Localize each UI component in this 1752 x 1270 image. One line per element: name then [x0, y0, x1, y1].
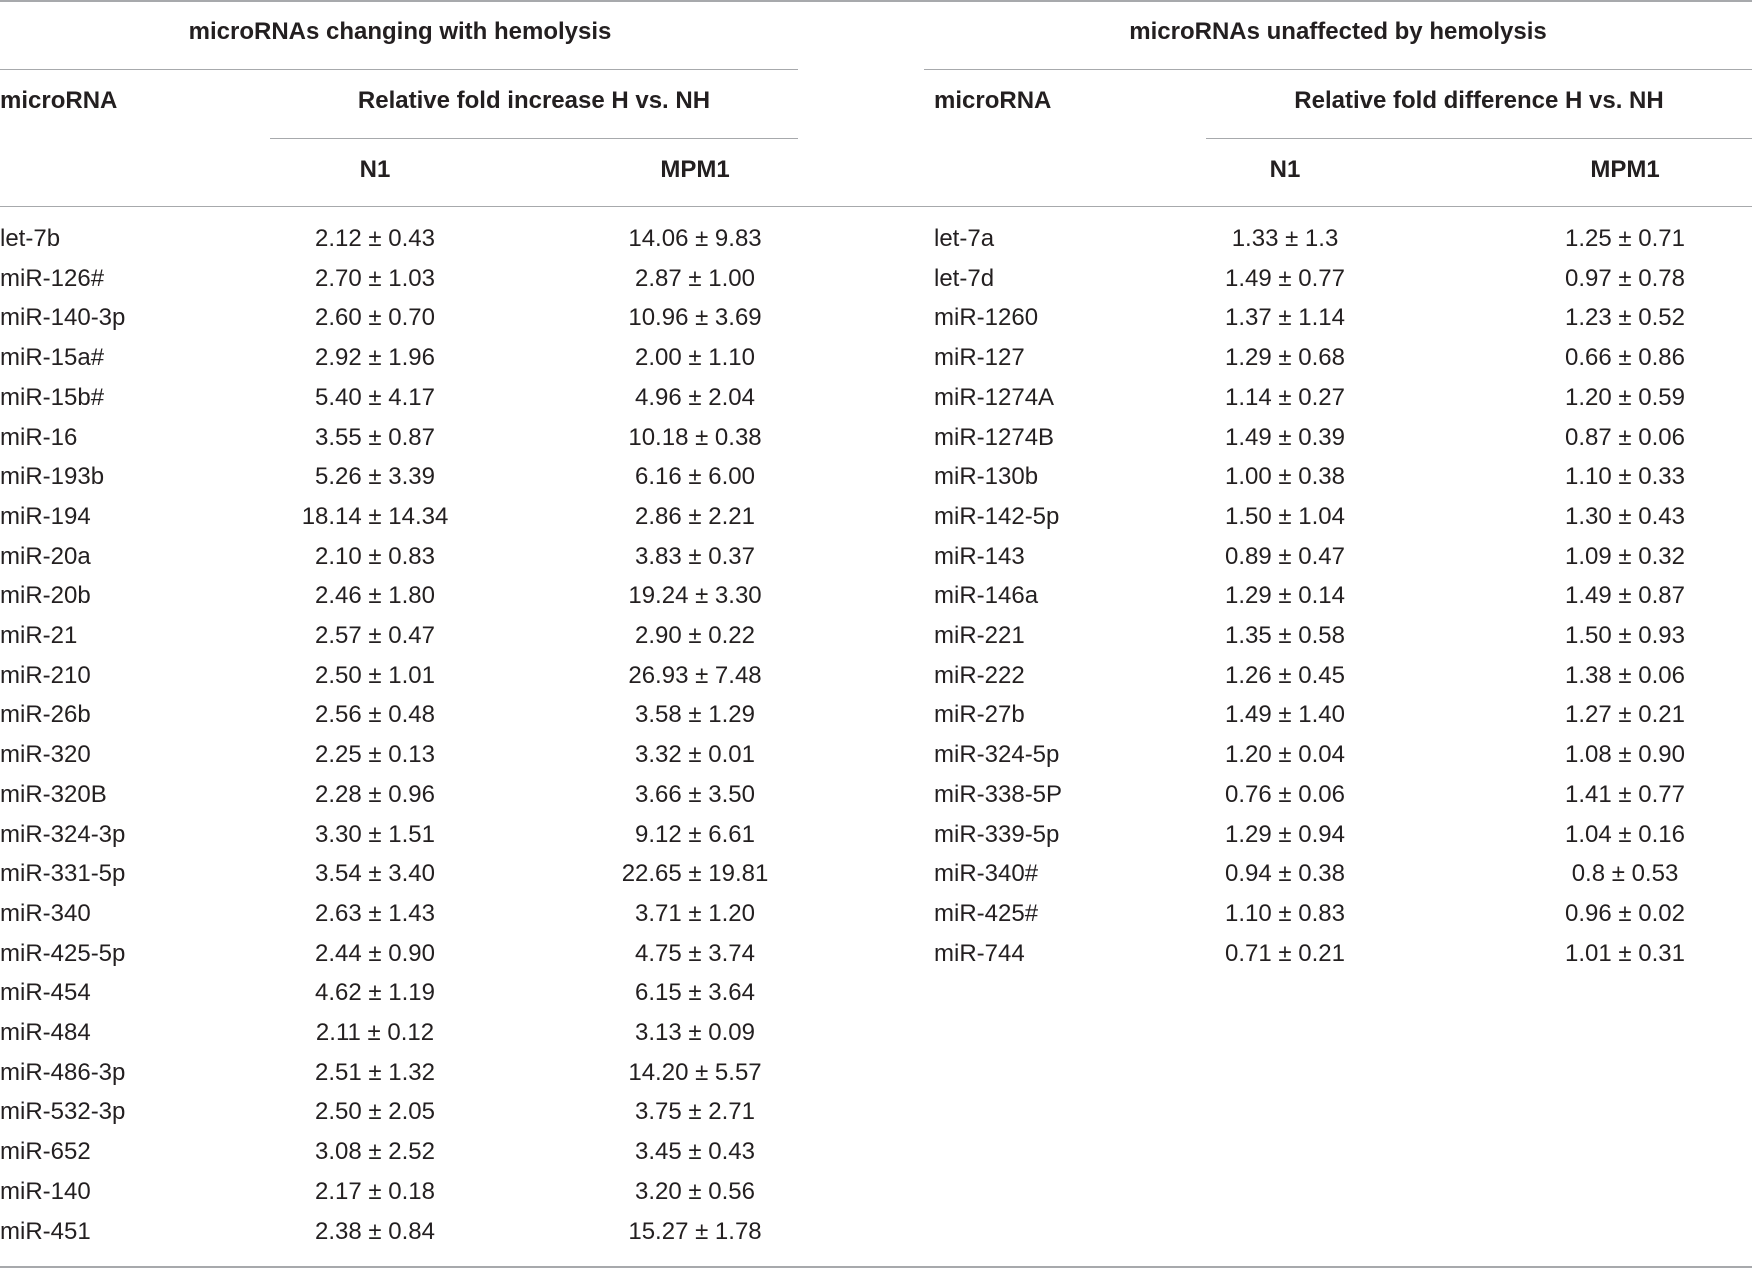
right-n1-cell: 1.49 ± 0.77: [1225, 264, 1345, 292]
right-n1-cell: 1.29 ± 0.94: [1225, 820, 1345, 848]
right-microrna-cell: miR-127: [934, 344, 1025, 372]
left-n1-cell: 3.08 ± 2.52: [315, 1138, 435, 1166]
table-row: [0, 1092, 1752, 1132]
left-microrna-cell: miR-320: [0, 741, 91, 769]
right-microrna-cell: miR-221: [934, 622, 1025, 649]
left-n1-cell: 2.25 ± 0.13: [315, 741, 435, 769]
right-microrna-cell: miR-425#: [934, 899, 1039, 927]
right-mpm1-cell: 1.27 ± 0.21: [1565, 701, 1685, 729]
left-group-rule: [270, 138, 798, 139]
left-title-rule: [0, 69, 798, 70]
right-n1-cell: 1.29 ± 0.68: [1225, 344, 1345, 372]
right-mpm1-cell: 0.8 ± 0.53: [1571, 860, 1679, 888]
left-col-n1-header: N1: [359, 156, 391, 183]
table-row: [0, 537, 1752, 577]
right-microrna-cell: miR-1274A: [934, 383, 1055, 411]
left-microrna-cell: miR-486-3p: [0, 1058, 126, 1086]
left-mpm1-cell: 10.96 ± 3.69: [628, 304, 762, 332]
left-mpm1-cell: 3.20 ± 0.56: [635, 1177, 755, 1205]
left-n1-cell: 5.40 ± 4.17: [315, 383, 435, 411]
right-n1-cell: 1.50 ± 1.04: [1225, 502, 1345, 530]
left-microrna-cell: miR-454: [0, 979, 91, 1007]
left-n1-cell: 2.60 ± 0.70: [315, 304, 435, 332]
left-n1-cell: 2.28 ± 0.96: [315, 780, 435, 808]
right-n1-cell: 1.00 ± 0.38: [1225, 463, 1345, 491]
right-n1-cell: 1.33 ± 1.3: [1231, 225, 1339, 252]
table-row: [0, 219, 1752, 259]
right-n1-cell: 1.20 ± 0.04: [1225, 741, 1345, 769]
left-mpm1-cell: 14.06 ± 9.83: [628, 225, 762, 252]
left-n1-cell: 3.54 ± 3.40: [315, 860, 435, 888]
left-mpm1-cell: 3.83 ± 0.37: [635, 542, 755, 570]
right-mpm1-cell: 1.41 ± 0.77: [1565, 780, 1685, 808]
left-mpm1-cell: 6.15 ± 3.64: [635, 979, 755, 1007]
left-section-title: microRNAs changing with hemolysis: [188, 18, 612, 45]
left-microrna-cell: miR-16: [0, 423, 78, 451]
left-microrna-cell: miR-193b: [0, 463, 105, 491]
right-microrna-cell: miR-142-5p: [934, 502, 1060, 530]
left-microrna-cell: miR-15b#: [0, 383, 105, 411]
left-microrna-cell: miR-425-5p: [0, 939, 126, 967]
left-microrna-cell: miR-126#: [0, 264, 105, 292]
left-microrna-cell: miR-210: [0, 661, 91, 689]
right-n1-cell: 1.26 ± 0.45: [1225, 661, 1345, 689]
left-microrna-cell: miR-532-3p: [0, 1098, 126, 1126]
table-row: [0, 378, 1752, 418]
right-microrna-cell: let-7a: [934, 225, 995, 252]
left-n1-cell: 2.12 ± 0.43: [315, 225, 435, 252]
table-row: [0, 616, 1752, 656]
left-microrna-cell: miR-26b: [0, 701, 91, 729]
table-top-rule: [0, 0, 1752, 2]
right-microrna-cell: miR-339-5p: [934, 820, 1060, 848]
left-mpm1-cell: 14.20 ± 5.57: [628, 1058, 762, 1086]
left-microrna-cell: miR-331-5p: [0, 860, 126, 888]
table-row: [0, 934, 1752, 974]
left-mpm1-cell: 3.66 ± 3.50: [635, 780, 755, 808]
table-row: [0, 1172, 1752, 1212]
right-n1-cell: 0.94 ± 0.38: [1225, 860, 1345, 888]
left-microrna-cell: miR-320B: [0, 780, 107, 808]
table-row: [0, 1132, 1752, 1172]
left-mpm1-cell: 3.75 ± 2.71: [635, 1098, 755, 1126]
right-n1-cell: 0.89 ± 0.47: [1225, 542, 1345, 570]
right-section-title: microRNAs unaffected by hemolysis: [1129, 18, 1547, 45]
left-microrna-cell: miR-20a: [0, 542, 91, 570]
left-mpm1-cell: 6.16 ± 6.00: [635, 463, 755, 491]
table-row: [0, 576, 1752, 616]
right-n1-cell: 0.76 ± 0.06: [1225, 780, 1345, 808]
table-row: [0, 735, 1752, 775]
right-mpm1-cell: 1.49 ± 0.87: [1565, 582, 1685, 610]
left-microrna-cell: miR-451: [0, 1217, 91, 1245]
right-mpm1-cell: 1.30 ± 0.43: [1565, 502, 1685, 530]
left-microrna-cell: miR-194: [0, 502, 91, 530]
right-mpm1-cell: 1.20 ± 0.59: [1565, 383, 1685, 411]
right-n1-cell: 1.14 ± 0.27: [1225, 383, 1345, 411]
left-mpm1-cell: 2.00 ± 1.10: [635, 344, 755, 372]
right-title-rule: [924, 69, 1752, 70]
right-col-microrna-header: microRNA: [934, 87, 1052, 114]
left-n1-cell: 18.14 ± 14.34: [301, 502, 449, 530]
right-col-mpm1-header: MPM1: [1590, 156, 1660, 183]
left-mpm1-cell: 4.75 ± 3.74: [635, 939, 755, 967]
left-n1-cell: 2.70 ± 1.03: [315, 264, 435, 292]
right-microrna-cell: miR-143: [934, 542, 1025, 570]
right-microrna-cell: miR-130b: [934, 463, 1039, 491]
left-mpm1-cell: 3.13 ± 0.09: [635, 1019, 755, 1046]
right-n1-cell: 1.10 ± 0.83: [1225, 899, 1345, 927]
left-mpm1-cell: 2.90 ± 0.22: [635, 622, 755, 649]
left-col-group-header: Relative fold increase H vs. NH: [357, 87, 711, 114]
right-microrna-cell: miR-222: [934, 661, 1025, 689]
table-row: [0, 259, 1752, 299]
left-mpm1-cell: 26.93 ± 7.48: [628, 661, 762, 689]
left-microrna-cell: miR-15a#: [0, 344, 105, 372]
left-mpm1-cell: 2.86 ± 2.21: [635, 502, 755, 530]
right-microrna-cell: miR-324-5p: [934, 741, 1060, 769]
left-microrna-cell: miR-340: [0, 899, 91, 927]
table-row: [0, 497, 1752, 537]
table-row: [0, 1053, 1752, 1093]
right-mpm1-cell: 1.50 ± 0.93: [1565, 622, 1685, 649]
right-mpm1-cell: 0.97 ± 0.78: [1565, 264, 1685, 292]
table-row: [0, 1013, 1752, 1053]
right-n1-cell: 1.49 ± 1.40: [1225, 701, 1345, 729]
right-microrna-cell: miR-338-5P: [934, 780, 1063, 808]
table-row: [0, 854, 1752, 894]
left-microrna-cell: miR-20b: [0, 582, 91, 610]
left-n1-cell: 2.17 ± 0.18: [315, 1177, 435, 1205]
right-microrna-cell: miR-146a: [934, 582, 1039, 610]
right-n1-cell: 0.71 ± 0.21: [1225, 939, 1345, 967]
left-n1-cell: 2.10 ± 0.83: [315, 542, 435, 570]
right-group-rule: [1206, 138, 1752, 139]
left-mpm1-cell: 10.18 ± 0.38: [628, 423, 762, 451]
right-microrna-cell: miR-744: [934, 939, 1025, 967]
right-mpm1-cell: 0.96 ± 0.02: [1565, 899, 1685, 927]
left-microrna-cell: miR-21: [0, 622, 78, 649]
right-col-group-header: Relative fold difference H vs. NH: [1294, 87, 1664, 114]
left-n1-cell: 3.55 ± 0.87: [315, 423, 435, 451]
left-n1-cell: 5.26 ± 3.39: [315, 463, 435, 491]
left-mpm1-cell: 4.96 ± 2.04: [635, 383, 755, 411]
right-mpm1-cell: 1.23 ± 0.52: [1565, 304, 1685, 332]
table-row: [0, 695, 1752, 735]
right-n1-cell: 1.37 ± 1.14: [1225, 304, 1345, 332]
right-mpm1-cell: 1.08 ± 0.90: [1565, 741, 1685, 769]
table-row: [0, 418, 1752, 458]
left-col-mpm1-header: MPM1: [660, 156, 730, 183]
right-mpm1-cell: 1.10 ± 0.33: [1565, 463, 1685, 491]
table-row: [0, 973, 1752, 1013]
right-microrna-cell: let-7d: [934, 264, 995, 292]
left-microrna-cell: miR-484: [0, 1019, 91, 1046]
right-n1-cell: 1.35 ± 0.58: [1225, 622, 1345, 649]
left-microrna-cell: miR-140-3p: [0, 304, 126, 332]
right-mpm1-cell: 1.25 ± 0.71: [1565, 225, 1685, 252]
left-mpm1-cell: 22.65 ± 19.81: [621, 860, 769, 888]
right-mpm1-cell: 0.87 ± 0.06: [1565, 423, 1685, 451]
left-n1-cell: 2.50 ± 2.05: [315, 1098, 435, 1126]
table-row: [0, 1212, 1752, 1252]
left-n1-cell: 2.44 ± 0.90: [315, 939, 435, 967]
right-n1-cell: 1.49 ± 0.39: [1225, 423, 1345, 451]
left-mpm1-cell: 3.58 ± 1.29: [635, 701, 755, 729]
left-mpm1-cell: 3.71 ± 1.20: [635, 899, 755, 927]
left-microrna-cell: miR-140: [0, 1177, 91, 1205]
table-row: [0, 338, 1752, 378]
left-col-microrna-header: microRNA: [0, 87, 118, 114]
left-mpm1-cell: 19.24 ± 3.30: [628, 582, 762, 610]
right-mpm1-cell: 1.04 ± 0.16: [1565, 820, 1685, 848]
left-mpm1-cell: 15.27 ± 1.78: [628, 1217, 762, 1245]
right-mpm1-cell: 1.09 ± 0.32: [1565, 542, 1685, 570]
table-row: [0, 656, 1752, 696]
table-bottom-rule: [0, 1266, 1752, 1268]
right-mpm1-cell: 1.01 ± 0.31: [1565, 939, 1685, 967]
header-bottom-rule: [0, 206, 1752, 207]
right-mpm1-cell: 0.66 ± 0.86: [1565, 344, 1685, 372]
table-row: [0, 298, 1752, 338]
left-n1-cell: 2.56 ± 0.48: [315, 701, 435, 729]
table-row: [0, 457, 1752, 497]
left-n1-cell: 2.38 ± 0.84: [315, 1217, 435, 1245]
right-n1-cell: 1.29 ± 0.14: [1225, 582, 1345, 610]
left-mpm1-cell: 2.87 ± 1.00: [635, 264, 755, 292]
left-n1-cell: 2.11 ± 0.12: [315, 1019, 435, 1046]
left-microrna-cell: miR-324-3p: [0, 820, 126, 848]
left-microrna-cell: miR-652: [0, 1138, 91, 1166]
left-n1-cell: 2.50 ± 1.01: [315, 661, 435, 689]
left-mpm1-cell: 9.12 ± 6.61: [635, 820, 755, 848]
left-n1-cell: 4.62 ± 1.19: [315, 979, 435, 1007]
table-row: [0, 775, 1752, 815]
right-microrna-cell: miR-340#: [934, 860, 1039, 888]
left-n1-cell: 3.30 ± 1.51: [315, 820, 435, 848]
right-mpm1-cell: 1.38 ± 0.06: [1565, 661, 1685, 689]
left-n1-cell: 2.57 ± 0.47: [315, 622, 435, 649]
table-row: [0, 894, 1752, 934]
table-row: [0, 815, 1752, 855]
left-mpm1-cell: 3.32 ± 0.01: [635, 741, 755, 769]
left-n1-cell: 2.92 ± 1.96: [315, 344, 435, 372]
right-microrna-cell: miR-1274B: [934, 423, 1055, 451]
left-n1-cell: 2.63 ± 1.43: [315, 899, 435, 927]
right-col-n1-header: N1: [1269, 156, 1301, 183]
left-n1-cell: 2.51 ± 1.32: [315, 1058, 435, 1086]
left-n1-cell: 2.46 ± 1.80: [315, 582, 435, 610]
left-microrna-cell: let-7b: [0, 225, 61, 252]
right-microrna-cell: miR-27b: [934, 701, 1025, 729]
left-mpm1-cell: 3.45 ± 0.43: [635, 1138, 755, 1166]
right-microrna-cell: miR-1260: [934, 304, 1039, 332]
